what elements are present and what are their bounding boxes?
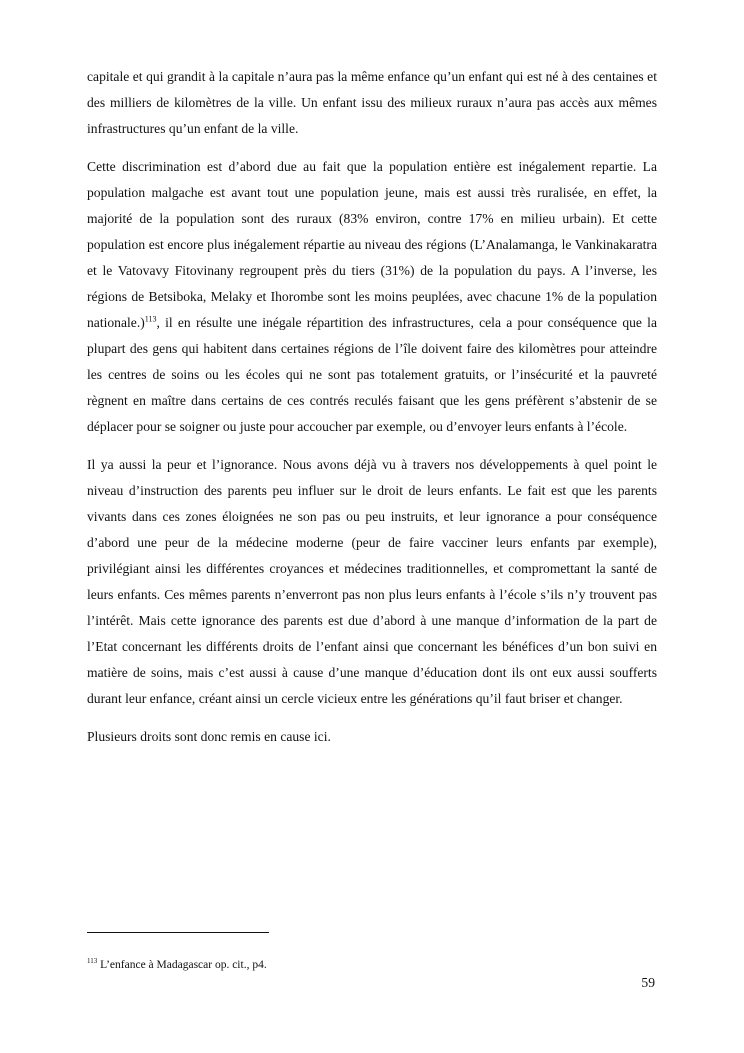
footnote-separator [87, 932, 269, 933]
paragraph-2-text-before: Cette discrimination est d’abord due au fait que la population entière est inégalement repartie. La population malgache est avant tout une population jeune, mais est aussi très ruralisée, en effet, la majorité de la population sont des ruraux (83% environ, contre 17% en milieu urbain). Et cette population est encore plus inégalement répartie au niveau des régions (L’Analamanga, le Vankinakaratra et le Vatovavy Fitovinany regroupent près du tiers (31%) de la population du pays. A l’inverse, les régions de Betsiboka, Melaky et Ihorombe sont les moins peuplées, avec chacune 1% de la population nationale.) [87, 159, 657, 330]
footnote-text: L’enfance à Madagascar op. cit., p4. [97, 959, 267, 971]
paragraph-3 [87, 452, 657, 712]
page-body [87, 64, 657, 762]
paragraph-3-text: Il ya aussi la peur et l’ignorance. Nous avons déjà vu à travers nos développements à quel point le niveau d’instruction des parents peu influer sur le droit de leurs enfants. Le fait est que les parents vivants dans ces zones éloignées ne son pas ou peu instruits, et leur ignorance a pour conséquence d’abord une peur de la médecine moderne (peur de faire vacciner leurs enfants par exemple), privilégiant ainsi les différentes croyances et médecines traditionnelles, et compromettant la santé de leurs enfants. Ces mêmes parents n’enverront pas non plus leurs enfants à l’école s’ils n’y trouvent pas l’intérêt. Mais cette ignorance des parents est due d’abord à une manque d’information de la part de l’Etat concernant les différents droits de l’enfant ainsi que concernant les bénéfices d’un bon suivi en matière de soins, mais c’est aussi à cause d’une manque d’éducation dont ils ont eux aussi soufferts durant leur enfance, créant ainsi un cercle vicieux entre les générations qu’il faut briser et changer. [87, 457, 657, 706]
page-number: 59 [641, 975, 655, 990]
footnote-number: 113 [87, 957, 98, 966]
paragraph-1-text: capitale et qui grandit à la capitale n’aura pas la même enfance qu’un enfant qui est né à des centaines et des milliers de kilomètres de la ville. Un enfant issu des milieux ruraux n’aura pas accès aux mêmes infrastructures qu’un enfant de la ville. [87, 69, 657, 136]
paragraph-2-text-after: , il en résulte une inégale répartition des infrastructures, cela a pour conséquence que la plupart des gens qui habitent dans certaines régions de l’île doivent faire des kilomètres pour atteindre les centres de soins ou les écoles qui ne sont pas totalement gratuits, or l’insécurité et la pauvreté règnent en maître dans certains de ces contrés reculés faisant que les gens préfèrent s’abstenir de se déplacer pour se soigner ou juste pour accoucher par exemple, ou d’envoyer leurs enfants à l’école. [87, 315, 657, 434]
paragraph-4-text: Plusieurs droits sont donc remis en cause ici. [87, 729, 331, 744]
paragraph-2 [87, 154, 657, 440]
paragraph-1 [87, 64, 657, 142]
footnote-reference: 113 [144, 314, 157, 324]
paragraph-4 [87, 724, 657, 750]
footnote [87, 958, 267, 972]
